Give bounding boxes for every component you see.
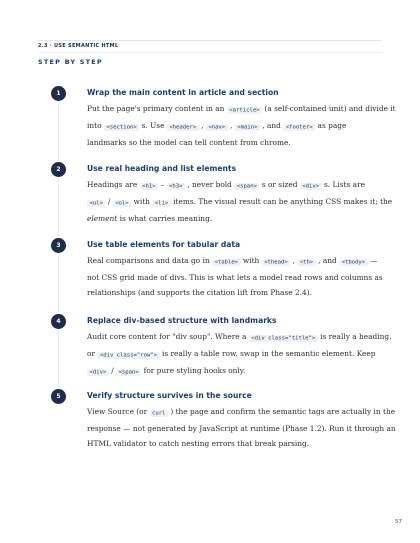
body-text: s or sized xyxy=(259,180,300,189)
code-snippet: <div class="row"> xyxy=(97,352,159,359)
step-description xyxy=(87,329,392,380)
body-text: as page xyxy=(315,121,347,130)
step-description-line xyxy=(87,285,379,300)
step-description-line xyxy=(87,135,379,150)
step-number-badge: 3 xyxy=(51,238,66,253)
body-text: landmarks so the model can tell content from chrome. xyxy=(87,138,291,147)
step-connector-line xyxy=(58,179,59,236)
code-snippet: <ul> xyxy=(87,200,105,207)
step-description-line xyxy=(87,404,396,421)
body-text: is really a table row, swap in the semantic element. Keep xyxy=(159,349,376,358)
code-snippet: <div> xyxy=(300,183,322,190)
step-number-badge: 4 xyxy=(51,314,66,329)
code-snippet: <nav> xyxy=(206,124,228,131)
code-snippet: <h1> xyxy=(140,183,158,190)
body-text: is what carries meaning. xyxy=(117,214,213,223)
body-text: Headings are xyxy=(87,180,140,189)
body-text: View Source (or xyxy=(87,407,150,416)
step-connector-line xyxy=(58,331,59,387)
body-text: , and xyxy=(259,121,284,130)
body-text: or xyxy=(87,349,98,358)
body-text: with xyxy=(131,197,153,206)
body-text: , xyxy=(198,121,206,130)
step-description-line xyxy=(87,101,396,118)
body-text: , never bold xyxy=(185,180,235,189)
body-text: into xyxy=(87,121,104,130)
body-text: with xyxy=(240,256,262,265)
section-title: STEP BY STEP xyxy=(38,58,103,66)
step-description-line xyxy=(87,118,379,135)
body-text: / xyxy=(108,366,117,375)
code-snippet: <thead> xyxy=(262,259,291,266)
body-text: Real comparisons and data go in xyxy=(87,256,212,265)
code-snippet: <div> xyxy=(87,369,109,376)
header-divider xyxy=(38,52,382,53)
body-text: HTML validator to catch nesting errors that break parsing. xyxy=(87,439,310,448)
body-text: , xyxy=(290,256,298,265)
step-description xyxy=(87,101,396,150)
body-text: items. The visual result can be anything CSS makes it; the xyxy=(170,197,393,206)
step-title: Use real heading and list elements xyxy=(87,164,237,173)
body-text: Put the page's primary content in an xyxy=(87,104,227,113)
code-snippet: <th> xyxy=(297,259,315,266)
code-snippet: <tbody> xyxy=(339,259,368,266)
body-text: – xyxy=(158,180,167,189)
code-snippet: <footer> xyxy=(283,124,315,131)
step-description-line xyxy=(87,363,379,380)
step-description xyxy=(87,404,396,451)
body-text: ) the page and confirm the semantic tags are actually in the xyxy=(168,407,396,416)
code-snippet: <header> xyxy=(167,124,199,131)
step-description-line xyxy=(87,177,379,194)
step-description xyxy=(87,177,393,226)
body-text: s. Use xyxy=(139,121,167,130)
code-snippet: <div class="title"> xyxy=(249,335,318,342)
step-description-line xyxy=(87,270,383,285)
body-text: Audit core content for "div soup". Where a xyxy=(87,332,249,341)
body-text: / xyxy=(105,197,113,206)
breadcrumb: 2.3 · USE SEMANTIC HTML xyxy=(38,43,119,49)
body-text: , and xyxy=(315,256,340,265)
step-title: Wrap the main content in article and section xyxy=(87,88,279,97)
step-number-badge: 5 xyxy=(51,389,66,404)
step-number-badge: 2 xyxy=(51,162,66,177)
step-connector-line xyxy=(58,103,59,160)
step-connector-line xyxy=(58,255,59,312)
body-text: , xyxy=(227,121,235,130)
code-snippet: <section> xyxy=(104,124,139,131)
code-snippet: <span> xyxy=(116,369,141,376)
body-text: not CSS grid made of divs. This is what lets a model read rows and columns as xyxy=(87,273,383,282)
step-description-line xyxy=(87,253,379,270)
top-divider xyxy=(38,40,382,41)
code-snippet: curl xyxy=(150,410,168,417)
body-text: s. Lists are xyxy=(321,180,365,189)
step-description-line xyxy=(87,421,396,436)
body-text: for pure styling hooks only. xyxy=(141,366,246,375)
body-text: — xyxy=(367,256,378,265)
code-snippet: <h3> xyxy=(167,183,185,190)
body-text: relationships (and supports the citation lift from Phase 2.4). xyxy=(87,288,312,297)
step-title: Verify structure survives in the source xyxy=(87,391,252,400)
step-description-line xyxy=(87,194,393,211)
step-description-line xyxy=(87,346,379,363)
code-snippet: <li> xyxy=(152,200,170,207)
step-description xyxy=(87,253,383,300)
step-description-line xyxy=(87,329,392,346)
body-text: (a self-contained unit) and divide it xyxy=(262,104,396,113)
body-text: is really a heading, xyxy=(317,332,392,341)
code-snippet: <ol> xyxy=(113,200,131,207)
emphasis-text: element xyxy=(87,214,118,223)
code-snippet: <span> xyxy=(234,183,259,190)
body-text: response — not generated by JavaScript at runtime (Phase 1.2). Run it through an xyxy=(87,424,396,433)
code-snippet: <main> xyxy=(235,124,260,131)
step-title: Use table elements for tabular data xyxy=(87,240,241,249)
step-description-line xyxy=(87,211,379,226)
page-number: 57 xyxy=(395,519,402,525)
code-snippet: <table> xyxy=(212,259,241,266)
step-number-badge: 1 xyxy=(51,86,66,101)
step-description-line xyxy=(87,436,379,451)
code-snippet: <article> xyxy=(227,107,262,114)
step-title: Replace div-based structure with landmarks xyxy=(87,316,277,325)
